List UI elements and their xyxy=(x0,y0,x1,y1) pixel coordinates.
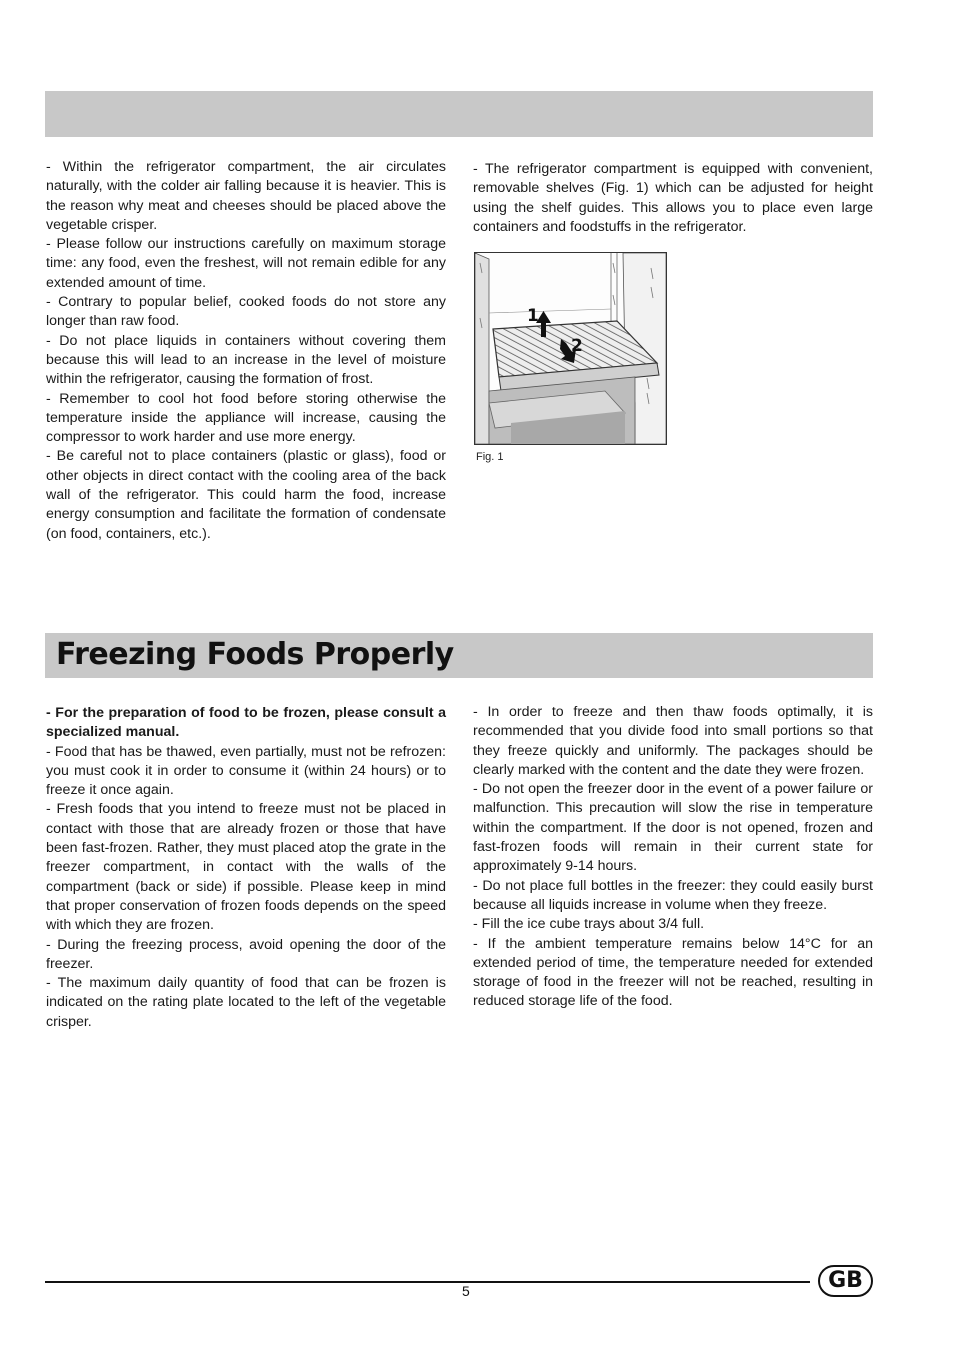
paragraph: - Within the refrigerator compartment, the air circulates naturally, with the colder air falling because it is heavier. This is the reason why meat and cheeses should be placed above the vegetable crisper. xyxy=(46,159,446,233)
paragraph: - Fill the ice cube trays about 3/4 full. xyxy=(473,916,705,933)
bold-intro: - For the preparation of food to be frozen, please consult a specialized manual. xyxy=(46,705,446,741)
header-band xyxy=(45,91,873,137)
refrigerator-tips-left-column xyxy=(46,158,446,544)
paragraph: - Food that has be thawed, even partially, must not be refrozen: you must cook it in order to consume it (within 24 hours) or to freeze it once again. xyxy=(46,743,446,799)
paragraph: - The maximum daily quantity of food that can be frozen is indicated on the rating plate located to the left of the vegetable crisper. xyxy=(46,975,446,1030)
paragraph: - The refrigerator compartment is equipped with convenient, removable shelves (Fig. 1) which can be adjusted for height using the shelf guides. This allows you to place even large containers and foodstuffs in the refrigerator. xyxy=(473,161,873,235)
paragraph: - Remember to cool hot food before storing otherwise the temperature inside the appliance will increase, causing the compressor to work harder and use more energy. xyxy=(46,390,446,446)
shelf-adjustment-figure xyxy=(474,252,667,445)
freezing-tips-left-column xyxy=(46,704,446,1032)
paragraph: - Please follow our instructions carefully on maximum storage time: any food, even the freshest, will not remain edible for any extended amount of time. xyxy=(46,236,446,291)
section-title: Freezing Foods Properly xyxy=(56,637,454,672)
arrow-label-1: 1 xyxy=(527,306,539,326)
paragraph: - During the freezing process, avoid opening the door of the freezer. xyxy=(46,936,446,972)
paragraph: - Do not open the freezer door in the event of a power failure or malfunction. This precaution will slow the rise in temperature within the compartment. If the door is not opened, frozen and fast-frozen foods will remain in their current state for approximately 9-14 hours. xyxy=(473,781,873,875)
freezing-tips-right-column xyxy=(473,703,873,1012)
footer-divider xyxy=(45,1281,810,1283)
paragraph: - In order to freeze and then thaw foods optimally, it is recommended that you divide food into small portions so that they freeze quickly and uniformly. The packages should be clearly marked with the content and the date they were frozen. xyxy=(473,704,873,778)
arrow-label-2: 2 xyxy=(571,336,583,356)
page-number: 5 xyxy=(462,1283,470,1299)
figure-caption: Fig. 1 xyxy=(476,451,504,463)
paragraph: - Do not place liquids in containers without covering them because this will lead to an increase in the level of moisture within the refrigerator, causing the formation of frost. xyxy=(46,332,446,388)
paragraph: - Be careful not to place containers (plastic or glass), food or other objects in direct contact with the cooling area of the back wall of the refrigerator. This could harm the food, increase energy consumption and facilitate the formation of condensate (on food, containers, etc.). xyxy=(46,448,446,542)
refrigerator-tips-right-column xyxy=(473,160,873,237)
paragraph: - Do not place full bottles in the freezer: they could easily burst because all liquids increase in volume when they freeze. xyxy=(473,877,873,913)
paragraph: - Fresh foods that you intend to freeze must not be placed in contact with those that are already frozen or those that have been fast-frozen. Rather, they must placed atop the grate in the freezer compartment, in contact with the walls of the compartment (back or side) if possible. Please keep in mind that proper conservation of frozen foods depends on the speed with which they are frozen. xyxy=(46,801,446,934)
freezing-header-band xyxy=(45,633,873,678)
paragraph: - Contrary to popular belief, cooked foods do not store any longer than raw food. xyxy=(46,294,446,330)
language-badge: GB xyxy=(818,1265,873,1297)
paragraph: - If the ambient temperature remains below 14°C for an extended period of time, the temperature needed for extended storage of food in the freezer will not be reached, resulting in reduced storage life of the food. xyxy=(473,935,873,1010)
